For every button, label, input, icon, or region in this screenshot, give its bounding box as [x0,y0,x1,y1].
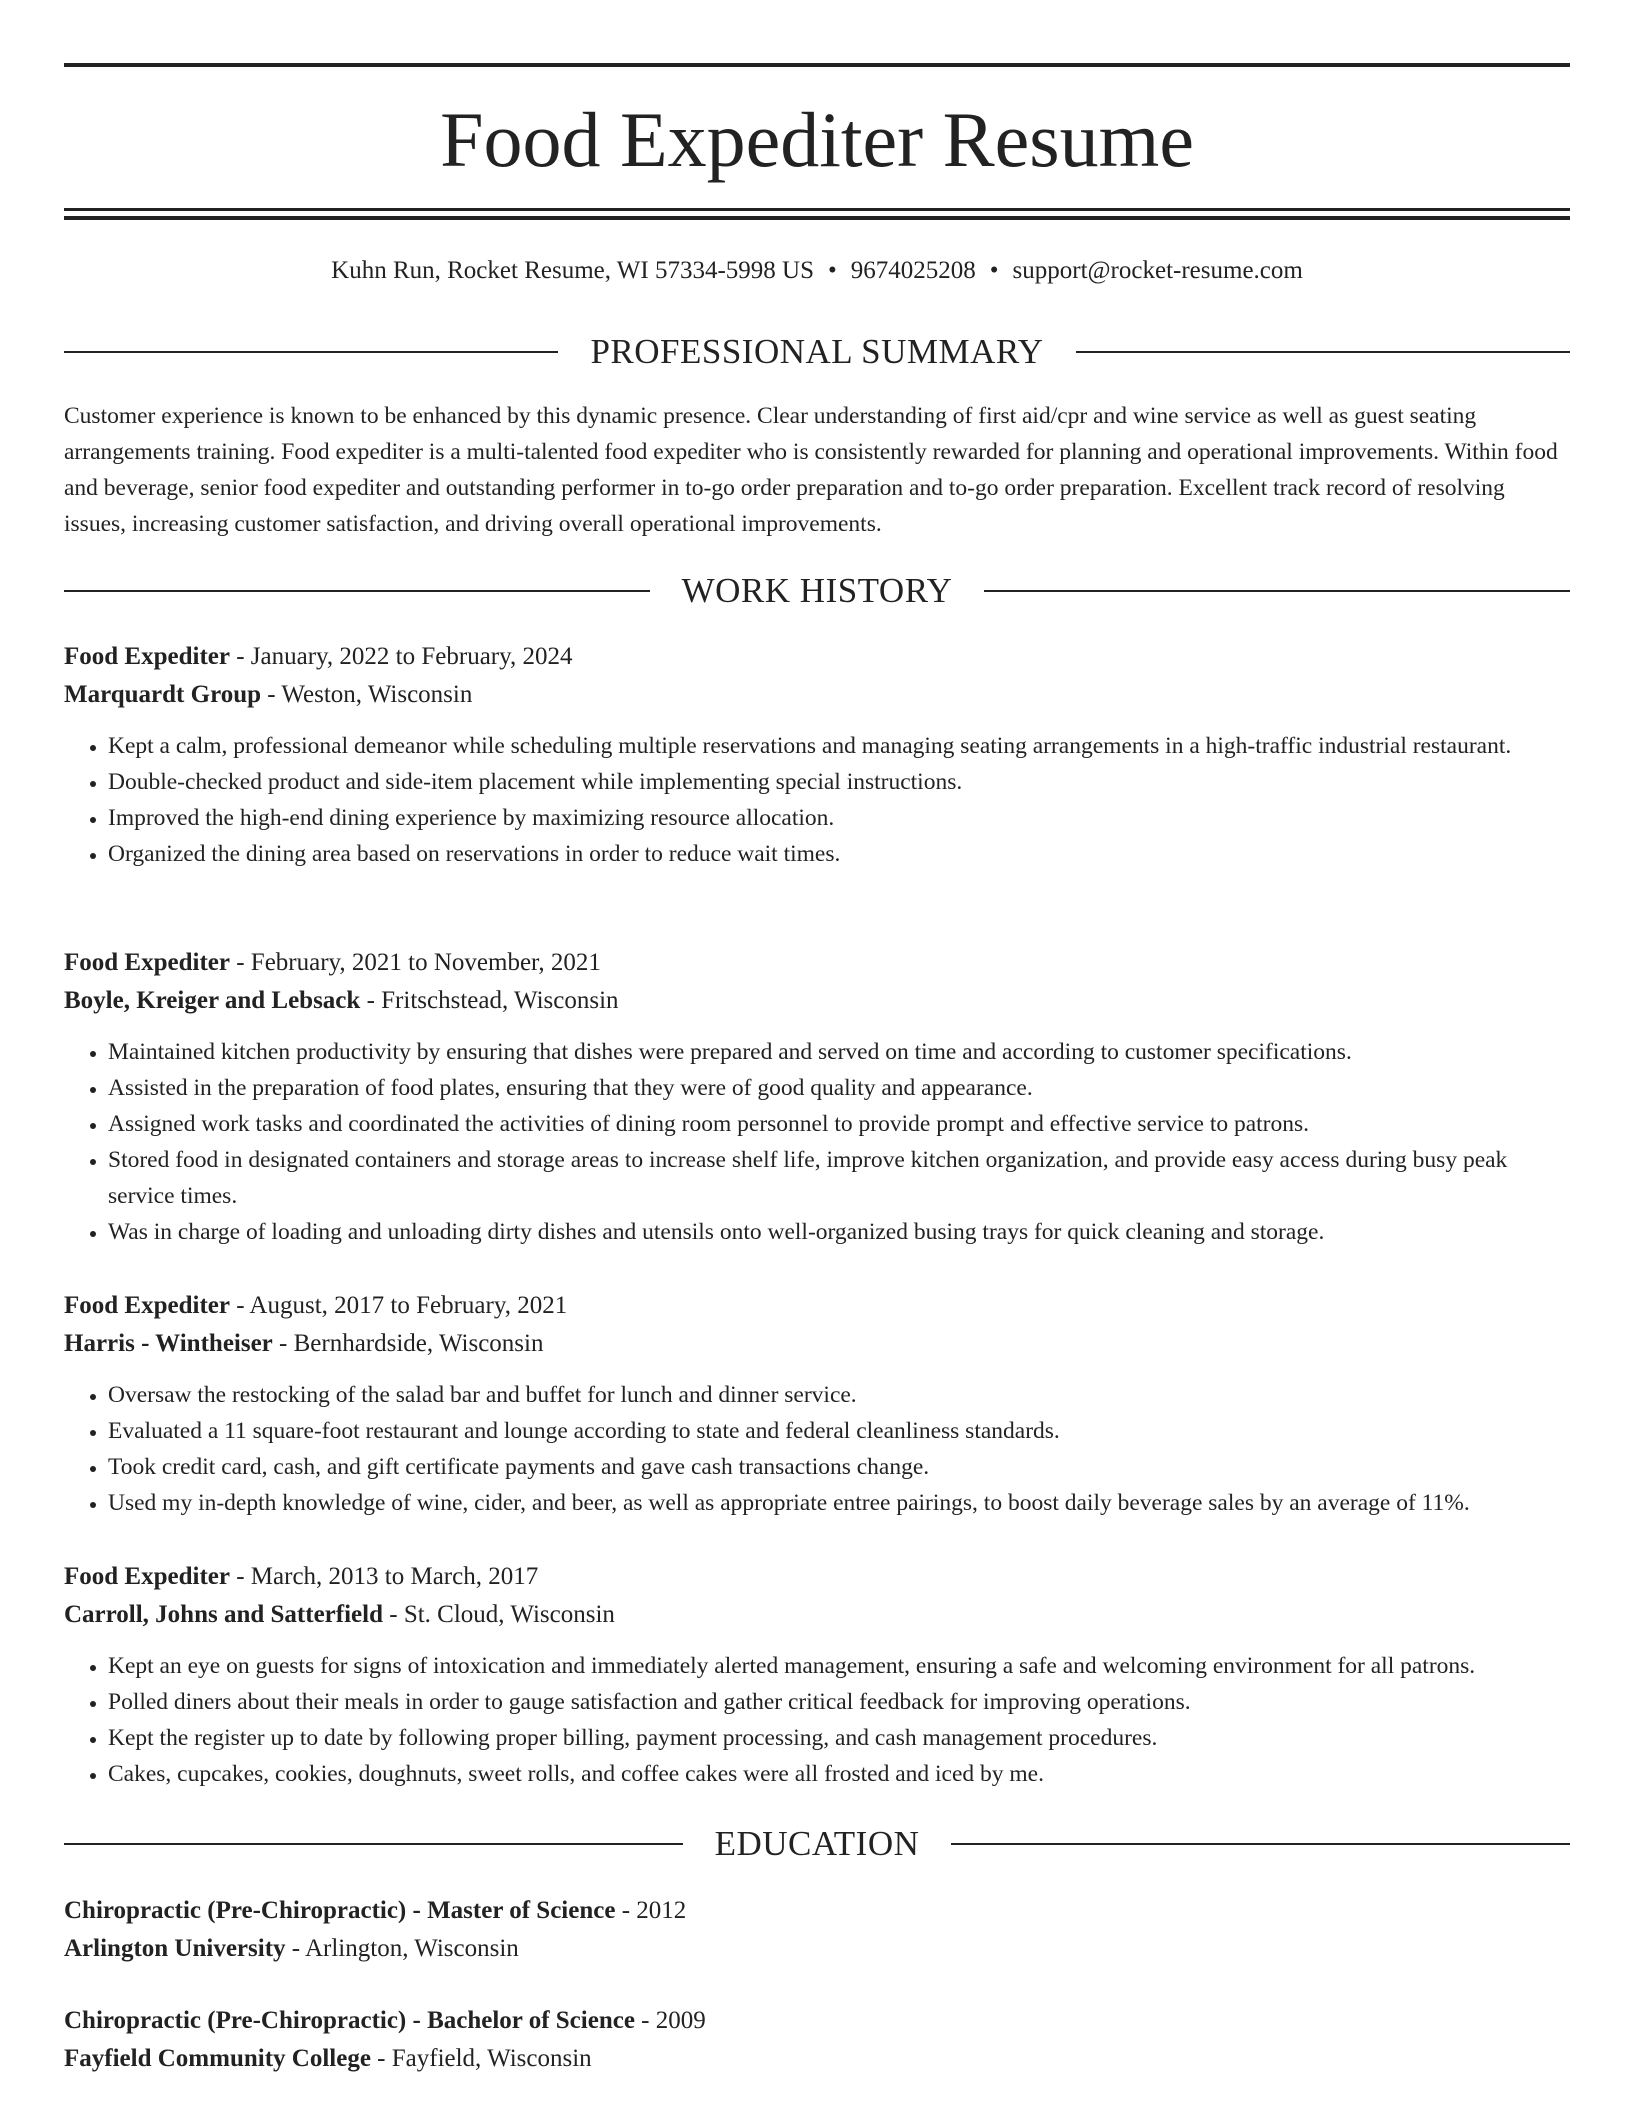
heading-rule-left [64,351,558,353]
job-location: - Bernhardside, Wisconsin [272,1330,544,1357]
job-title-row [64,1558,1570,1596]
job-company: Carroll, Johns and Satterfield [64,1601,383,1628]
section-title: EDUCATION [714,1824,920,1863]
job-dates: - February, 2021 to November, 2021 [229,949,601,976]
job-dates: - August, 2017 to February, 2021 [229,1292,568,1319]
section-heading-work-history [64,569,1570,613]
job-title: Food Expediter [64,1292,230,1319]
job-bullet: • Assigned work tasks and coordinated the activities of dining room personnel to provide prompt and effective service to patrons. [108,1106,1570,1142]
job-bullet: • Polled diners about their meals in order to gauge satisfaction and gather critical feedback for improving operations. [108,1684,1570,1720]
job-bullet: • Improved the high-end dining experience by maximizing resource allocation. [108,800,1570,836]
job-entry [64,638,1570,872]
contact-address: Kuhn Run, Rocket Resume, WI 57334-5998 US [331,257,814,284]
job-bullet: • Kept the register up to date by following proper billing, payment processing, and cash management procedures. [108,1720,1570,1756]
job-location: - St. Cloud, Wisconsin [383,1601,615,1628]
job-bullet: • Cakes, cupcakes, cookies, doughnuts, sweet rolls, and coffee cakes were all frosted and iced by me. [108,1756,1570,1792]
job-company-row [64,676,1570,714]
summary-paragraph: Customer experience is known to be enhanced by this dynamic presence. Clear understanding of first aid/cpr and wine service as well as guest seating arrangements training. Food expediter is a multi-talented food expediter who is consistently rewarded for planning and operational improvements. Within food and beverage, senior food expediter and outstanding performer in to-go order preparation and to-go order preparation. Excellent track record of resolving issues, increasing customer satisfaction, and driving overall operational improvements. [64,403,1558,537]
header-double-rule-upper [64,208,1570,211]
education-school: Fayfield Community College [64,2045,371,2072]
education-location: - Fayfield, Wisconsin [370,2045,592,2072]
job-location: - Fritschstead, Wisconsin [360,987,619,1014]
heading-rule-left [64,590,650,592]
job-title: Food Expediter [64,949,230,976]
header-top-rule [64,63,1570,67]
job-company: Harris - Wintheiser [64,1330,273,1357]
job-bullet: • Took credit card, cash, and gift certificate payments and gave cash transactions change. [108,1449,1570,1485]
job-bullets [64,1648,1570,1792]
job-bullet: • Organized the dining area based on reservations in order to reduce wait times. [108,836,1570,872]
heading-rule-right [951,1843,1570,1845]
job-company-row [64,982,1570,1020]
education-degree-row [64,1892,1570,1930]
education-entry [64,1892,1570,1968]
education-degree: Chiropractic (Pre-Chiropractic) - Bachelor of Science [64,2007,635,2034]
job-bullet: • Used my in-depth knowledge of wine, cider, and beer, as well as appropriate entree pairings, to boost daily beverage sales by an average of 11%. [108,1485,1570,1521]
contact-line [64,254,1570,288]
section-title: WORK HISTORY [681,571,953,610]
education-school: Arlington University [64,1935,286,1962]
job-bullets [64,1377,1570,1521]
job-bullets [64,728,1570,872]
resume-title: Food Expediter Resume [440,96,1194,183]
education-location: - Arlington, Wisconsin [285,1935,519,1962]
job-company: Marquardt Group [64,681,262,708]
education-degree: Chiropractic (Pre-Chiropractic) - Master of Science [64,1897,616,1924]
job-dates: - March, 2013 to March, 2017 [229,1563,539,1590]
job-title-row [64,1287,1570,1325]
job-bullet: • Maintained kitchen productivity by ensuring that dishes were prepared and served on time and according to customer specifications. [108,1034,1570,1070]
section-heading-education [64,1822,1570,1866]
section-title: PROFESSIONAL SUMMARY [590,332,1044,371]
job-title: Food Expediter [64,1563,230,1590]
contact-phone: 9674025208 [850,257,976,284]
job-title: Food Expediter [64,643,230,670]
job-dates: - January, 2022 to February, 2024 [229,643,573,670]
education-degree-row [64,2002,1570,2040]
education-school-row [64,1930,1570,1968]
job-bullet: • Kept a calm, professional demeanor while scheduling multiple reservations and managing seating arrangements in a high-traffic industrial restaurant. [108,728,1570,764]
heading-rule-left [64,1843,683,1845]
heading-rule-right [984,590,1570,592]
job-bullet: • Kept an eye on guests for signs of intoxication and immediately alerted management, ensuring a safe and welcoming environment for all patrons. [108,1648,1570,1684]
job-company-row [64,1325,1570,1363]
job-company-row [64,1596,1570,1634]
job-title-row [64,944,1570,982]
contact-separator: • [828,257,837,284]
job-entry [64,1287,1570,1521]
job-bullet: • Assisted in the preparation of food plates, ensuring that they were of good quality and appearance. [108,1070,1570,1106]
header-double-rule-lower [64,216,1570,220]
education-school-row [64,2040,1570,2078]
job-company: Boyle, Kreiger and Lebsack [64,987,361,1014]
job-location: - Weston, Wisconsin [261,681,473,708]
contact-email: support@rocket-resume.com [1012,257,1303,284]
job-entry [64,1558,1570,1792]
contact-separator: • [989,257,999,284]
heading-rule-right [1076,351,1570,353]
job-title-row [64,638,1570,676]
job-bullet: • Was in charge of loading and unloading dirty dishes and utensils onto well-organized busing trays for quick cleaning and storage. [108,1214,1570,1250]
job-bullet: • Double-checked product and side-item placement while implementing special instructions. [108,764,1570,800]
job-bullet: • Oversaw the restocking of the salad bar and buffet for lunch and dinner service. [108,1377,1570,1413]
education-year: - 2009 [634,2007,706,2034]
section-heading-summary [64,330,1570,374]
education-year: - 2012 [615,1897,687,1924]
job-bullet: • Evaluated a 11 square-foot restaurant and lounge according to state and federal cleanliness standards. [108,1413,1570,1449]
education-entry [64,2002,1570,2078]
job-bullet: • Stored food in designated containers and storage areas to increase shelf life, improve kitchen organization, and provide easy access during busy peak service times. [108,1142,1570,1214]
job-bullets [64,1034,1570,1250]
job-entry [64,944,1570,1250]
